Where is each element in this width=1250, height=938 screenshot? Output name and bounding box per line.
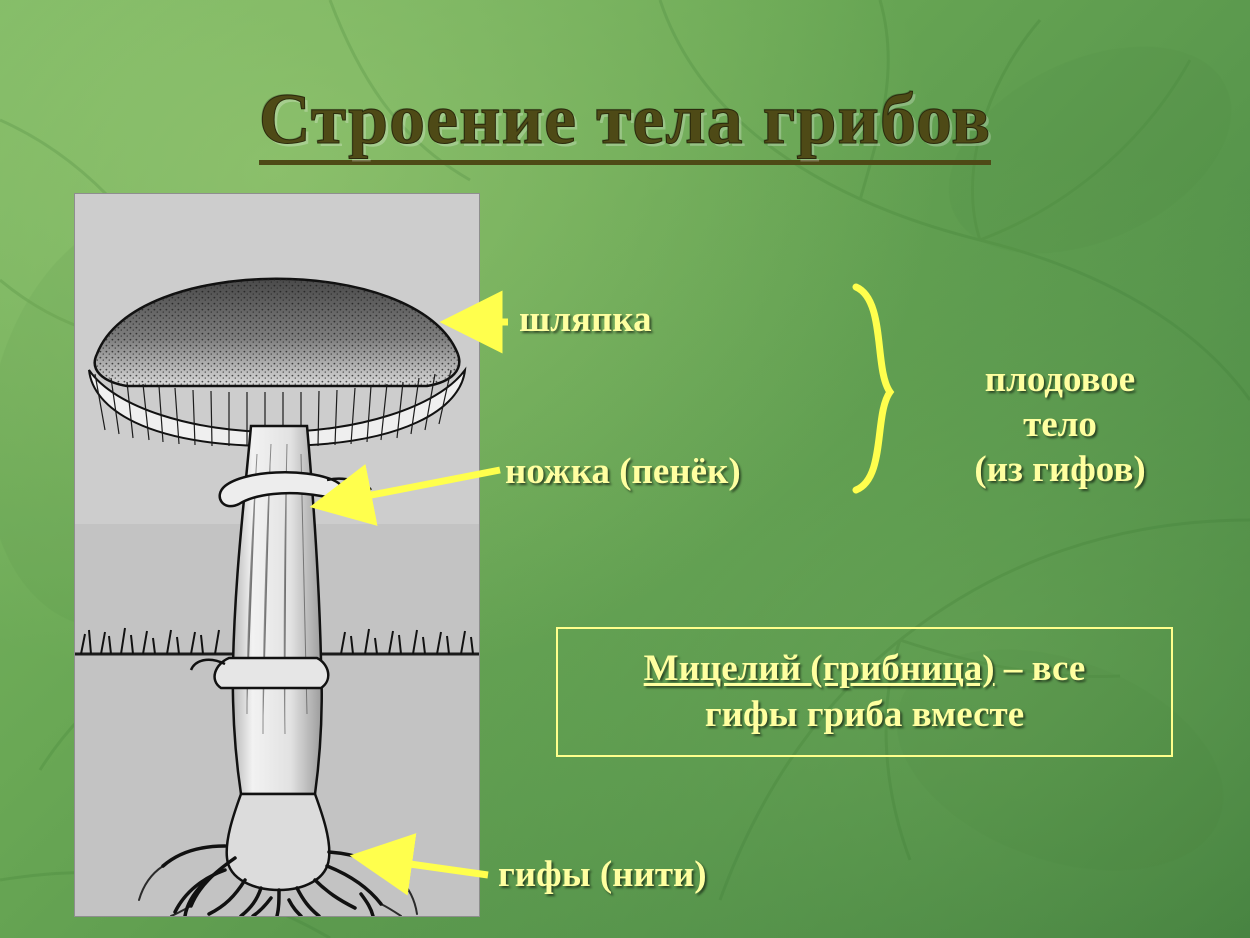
mycelium-definition-box — [556, 627, 1173, 757]
label-fruit-body-line1: плодовое — [984, 359, 1136, 400]
label-fruit-body-line2: тело — [1023, 404, 1097, 446]
label-hyphae: гифы (нити) — [498, 854, 707, 895]
label-stem: ножка (пенёк) — [505, 451, 741, 492]
curly-brace-icon — [856, 287, 890, 490]
mushroom-anatomy-figure — [74, 193, 480, 917]
mycelium-line-1 — [644, 646, 1086, 692]
label-cap: шляпка — [519, 299, 652, 340]
mushroom-drawing — [75, 194, 479, 916]
label-fruit-body-line3: (из гифов) — [974, 449, 1146, 491]
page-title-text: Строение тела грибов — [259, 82, 991, 165]
mycelium-line-2: гифы гриба вместе — [704, 694, 1025, 735]
page-title — [0, 78, 1250, 165]
mycelium-term: Мицелий (грибница) — [643, 647, 995, 689]
mycelium-dash-text: – все — [994, 647, 1086, 689]
label-fruit-body — [900, 357, 1220, 492]
